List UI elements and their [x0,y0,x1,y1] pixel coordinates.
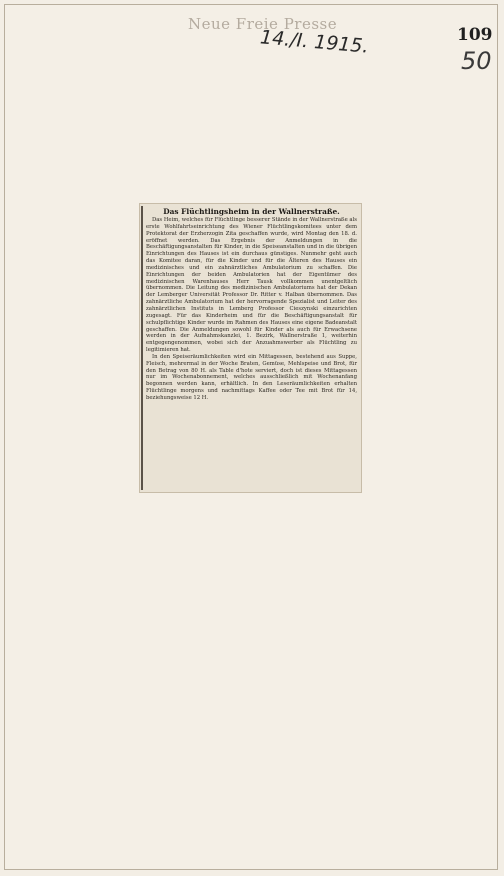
handwritten-date: 14./I. 1915. [259,26,370,58]
article-paragraph-1: Das Heim, welches für Flüchtlinge besserer Stände in der Wallnerstraße als erste Wohlfahrtseinrichtung des Wiener Flüchtlingskomitees unter dem Protektorat der Erzherzogin Zita geschaffen wurde, wird Montag den 18. d. eröffnet werden. Das Ergebnis der Anmeldungen in die Beschäftigungsanstalten für Kinder, in die Speiseanstalten und in die übrigen Einrichtungen des Hauses ist ein durchaus günstiges. Nunmehr geht auch das Komitee daran, für die Kinder und für die Älteren des Hauses ein medizinisches und ein zahnärztliches Ambulatorium zu schaffen. Die Einrichtungen der beiden Ambulatorien hat der Eigentümer des medizinischen Warenhauses Herr Tausk vollkommen unentgeltlich übernommen. Die Leitung des medizinischen Ambulatoriums hat der Dekan der Lemberger Universität Professor Dr. Ritter v. Halban übernommen. Das zahnärztliche Ambulatorium hat der hervorragende Spezialist und Leiter des zahnärztlichen Instituts in Lemberg Professor Cieszynski einzurichten zugesagt. Für das Kinderheim und für die Beschäftigungsanstalt für schulpflichtige Kinder wurde im Rahmen des Hauses eine eigene Badeanstalt geschaffen. Die Anmeldungen sowohl für Kinder als auch für Erwachsene werden in der Aufnahmskanzlei, 1. Bezirk, Wallnerstraße 1, weiterhin entgegengenommen, wobei sich der Anzuahmswerber als Flüchtling zu legitimieren hat. [146,217,357,354]
handwritten-page-number: 50 [461,47,492,75]
archive-sheet [4,4,498,870]
article-paragraph-2: In den Speiseräumlichkeiten wird ein Mittagessen, bestehend aus Suppe, Fleisch, mehrermal in der Woche Braten, Gemüse, Mehlspeise und Brot, für den Betrag von 80 H. als Table d'hote serviert, doch ist dieses Mittagessen nur im Wochenabonnement, welches ausschließlich mit Wochenanfang begonnen werden kann, erhältlich. In den Leseräumlichkeiten erhalten Flüchtlinge morgens und nachmittags Kaffee oder Tee mit Brot für 14, beziehungsweise 12 H. [146,353,357,401]
article-title: Das Flüchtlingsheim in der Wallnerstraße. [163,207,340,216]
newspaper-name-stamp: Neue Freie Presse [188,15,338,33]
newspaper-clipping [139,203,362,493]
folio-number: 109 [457,25,493,45]
